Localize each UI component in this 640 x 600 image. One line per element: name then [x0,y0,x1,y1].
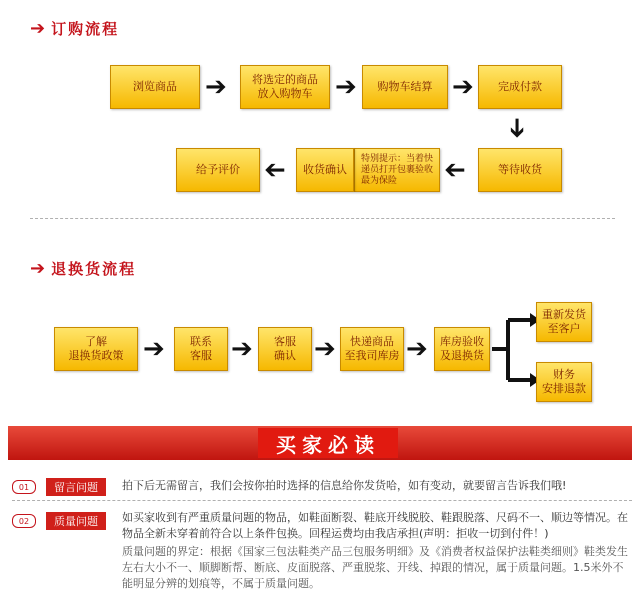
step-label: 给予评价 [196,163,240,176]
tag-label: 留言问题 [46,478,106,496]
step-label: 购物车结算 [377,80,433,93]
return-step-contact [174,327,228,371]
arrow-right-icon: ➔ [30,18,48,39]
step-browse [110,65,200,109]
notice-text-2: 如买家收到有严重质量问题的物品，如鞋面断裂、鞋底开线脱胶、鞋跟脱落、尺码不一、顺边等情况。在物品全新未穿着前符合以上条件包换。回程运费均由我店承担(声明：拒收一切到付件！) [122,511,628,540]
step-label: 浏览商品 [133,80,177,93]
arrow-right-icon: ➔ [452,72,474,102]
arrow-right-icon: ➔ [231,334,253,364]
step-label: 库房验收 及退换货 [440,335,484,362]
step-label: 客服 确认 [274,335,296,362]
banner-title: 买家必读 [258,428,398,458]
arrow-right-icon: ➔ [335,72,357,102]
notice-text-2b: 质量问题的界定：根据《国家三包法鞋类产品三包服务明细》及《消费者权益保护法鞋类细则》鞋类发生左右大小不一、顺脚断帮、断底、皮面脱落、严重脱浆、开线、掉跟的情况，属于质量问题。1.5米外不能明显分辨的划痕等，不属于质量问题。 [122,545,628,590]
notice-banner [8,426,632,460]
divider [12,500,632,501]
arrow-down-icon: ➔ [501,117,532,139]
step-wait [478,148,562,192]
step-label: 完成付款 [498,80,542,93]
divider [30,218,615,219]
notice-tag-2 [12,512,106,530]
notice-tag-1 [12,478,106,496]
outcome-label: 财务 安排退款 [542,368,586,395]
step-label: 将选定的商品 放入购物车 [252,73,318,100]
step-label: 收货确认 [303,163,347,176]
return-step-policy [54,327,138,371]
arrow-right-icon: ➔ [406,334,428,364]
arrow-left-icon: ➔ [264,155,286,185]
branch-connector [490,300,540,400]
step-payment [478,65,562,109]
arrow-right-icon: ➔ [30,258,48,279]
arrow-right-icon: ➔ [143,334,165,364]
return-step-cs-confirm [258,327,312,371]
return-step-ship [340,327,404,371]
step-label: 等待收货 [498,163,542,176]
tag-number: 02 [12,514,36,528]
return-outcome-reship [536,302,592,342]
arrow-left-icon: ➔ [444,155,466,185]
tag-number: 01 [12,480,36,494]
order-section-title [30,18,119,39]
tag-label: 质量问题 [46,512,106,530]
arrow-right-icon: ➔ [205,72,227,102]
outcome-label: 重新发货 至客户 [542,308,586,335]
step-confirm [296,148,354,192]
step-label: 快递商品 至我司库房 [344,335,400,362]
return-section-title [30,258,136,279]
notice-text-1: 拍下后无需留言，我们会按你拍时选择的信息给你发货哈，如有变动，就要留言告诉我们哦! [122,479,567,492]
return-step-inspect [434,327,490,371]
tip-label: 特别提示：当着快 递员打开包裹验收 最为保险 [360,153,433,186]
step-label: 联系 客服 [190,335,212,362]
step-review [176,148,260,192]
step-checkout [362,65,448,109]
return-title-text: 退换货流程 [51,260,137,278]
order-title-text: 订购流程 [51,20,120,38]
step-label: 了解 退换货政策 [68,335,124,362]
return-outcome-refund [536,362,592,402]
arrow-right-icon: ➔ [314,334,336,364]
step-tip [354,148,440,192]
step-add-cart [240,65,330,109]
